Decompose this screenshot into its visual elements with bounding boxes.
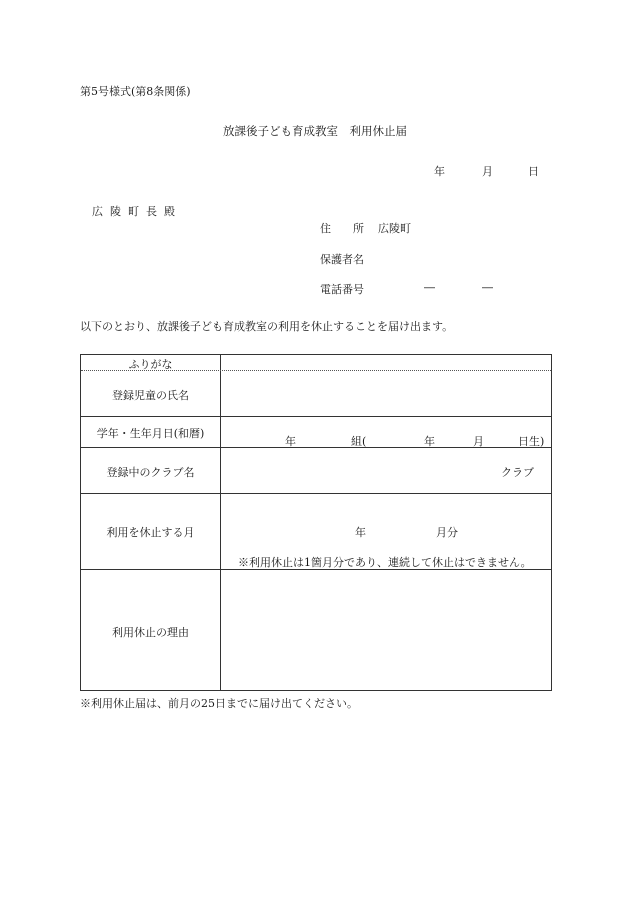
date-day-label: 日 xyxy=(528,165,539,178)
reason-label: 利用休止の理由 xyxy=(112,626,189,639)
date-year-label: 年 xyxy=(434,165,445,178)
furigana-label: ふりがな xyxy=(128,358,173,371)
suspension-year-label: 年 xyxy=(355,526,366,539)
phone-dash: ― xyxy=(482,281,493,294)
birth-year-label: 年 xyxy=(424,435,435,448)
phone-label: 電話番号 xyxy=(320,283,364,296)
club-suffix: クラブ xyxy=(501,466,534,479)
footnote: ※利用休止届は、前月の25日までに届け出てください。 xyxy=(80,697,358,710)
address-label: 住 所 xyxy=(320,222,364,235)
suspension-month-unit: 月分 xyxy=(436,526,458,539)
birth-day-label: 日生) xyxy=(518,435,545,448)
row-divider xyxy=(81,493,551,494)
grade-class-label: 組( xyxy=(351,435,367,448)
phone-dash: ― xyxy=(424,281,435,294)
grade-birthdate-label: 学年・生年月日(和暦) xyxy=(96,427,205,440)
club-name-label: 登録中のクラブ名 xyxy=(106,466,195,479)
addressee: 広陵町長殿 xyxy=(92,205,182,218)
grade-year-label: 年 xyxy=(285,435,296,448)
row-divider xyxy=(81,416,551,417)
application-table xyxy=(80,354,552,691)
form-number: 第5号様式(第8条関係) xyxy=(80,85,191,98)
document-title: 放課後子ども育成教室 利用休止届 xyxy=(223,124,407,138)
date-month-label: 月 xyxy=(482,165,493,178)
suspension-note: ※利用休止は1箇月分であり、連続して休止はできません。 xyxy=(238,556,532,569)
guardian-name-label: 保護者名 xyxy=(320,253,364,266)
column-divider xyxy=(220,355,221,690)
address-value: 広陵町 xyxy=(378,222,411,235)
intro-statement: 以下のとおり、放課後子ども育成教室の利用を休止することを届け出ます。 xyxy=(80,320,454,333)
child-name-label: 登録児童の氏名 xyxy=(112,389,189,402)
suspension-month-label: 利用を休止する月 xyxy=(106,526,195,539)
birth-month-label: 月 xyxy=(473,435,484,448)
